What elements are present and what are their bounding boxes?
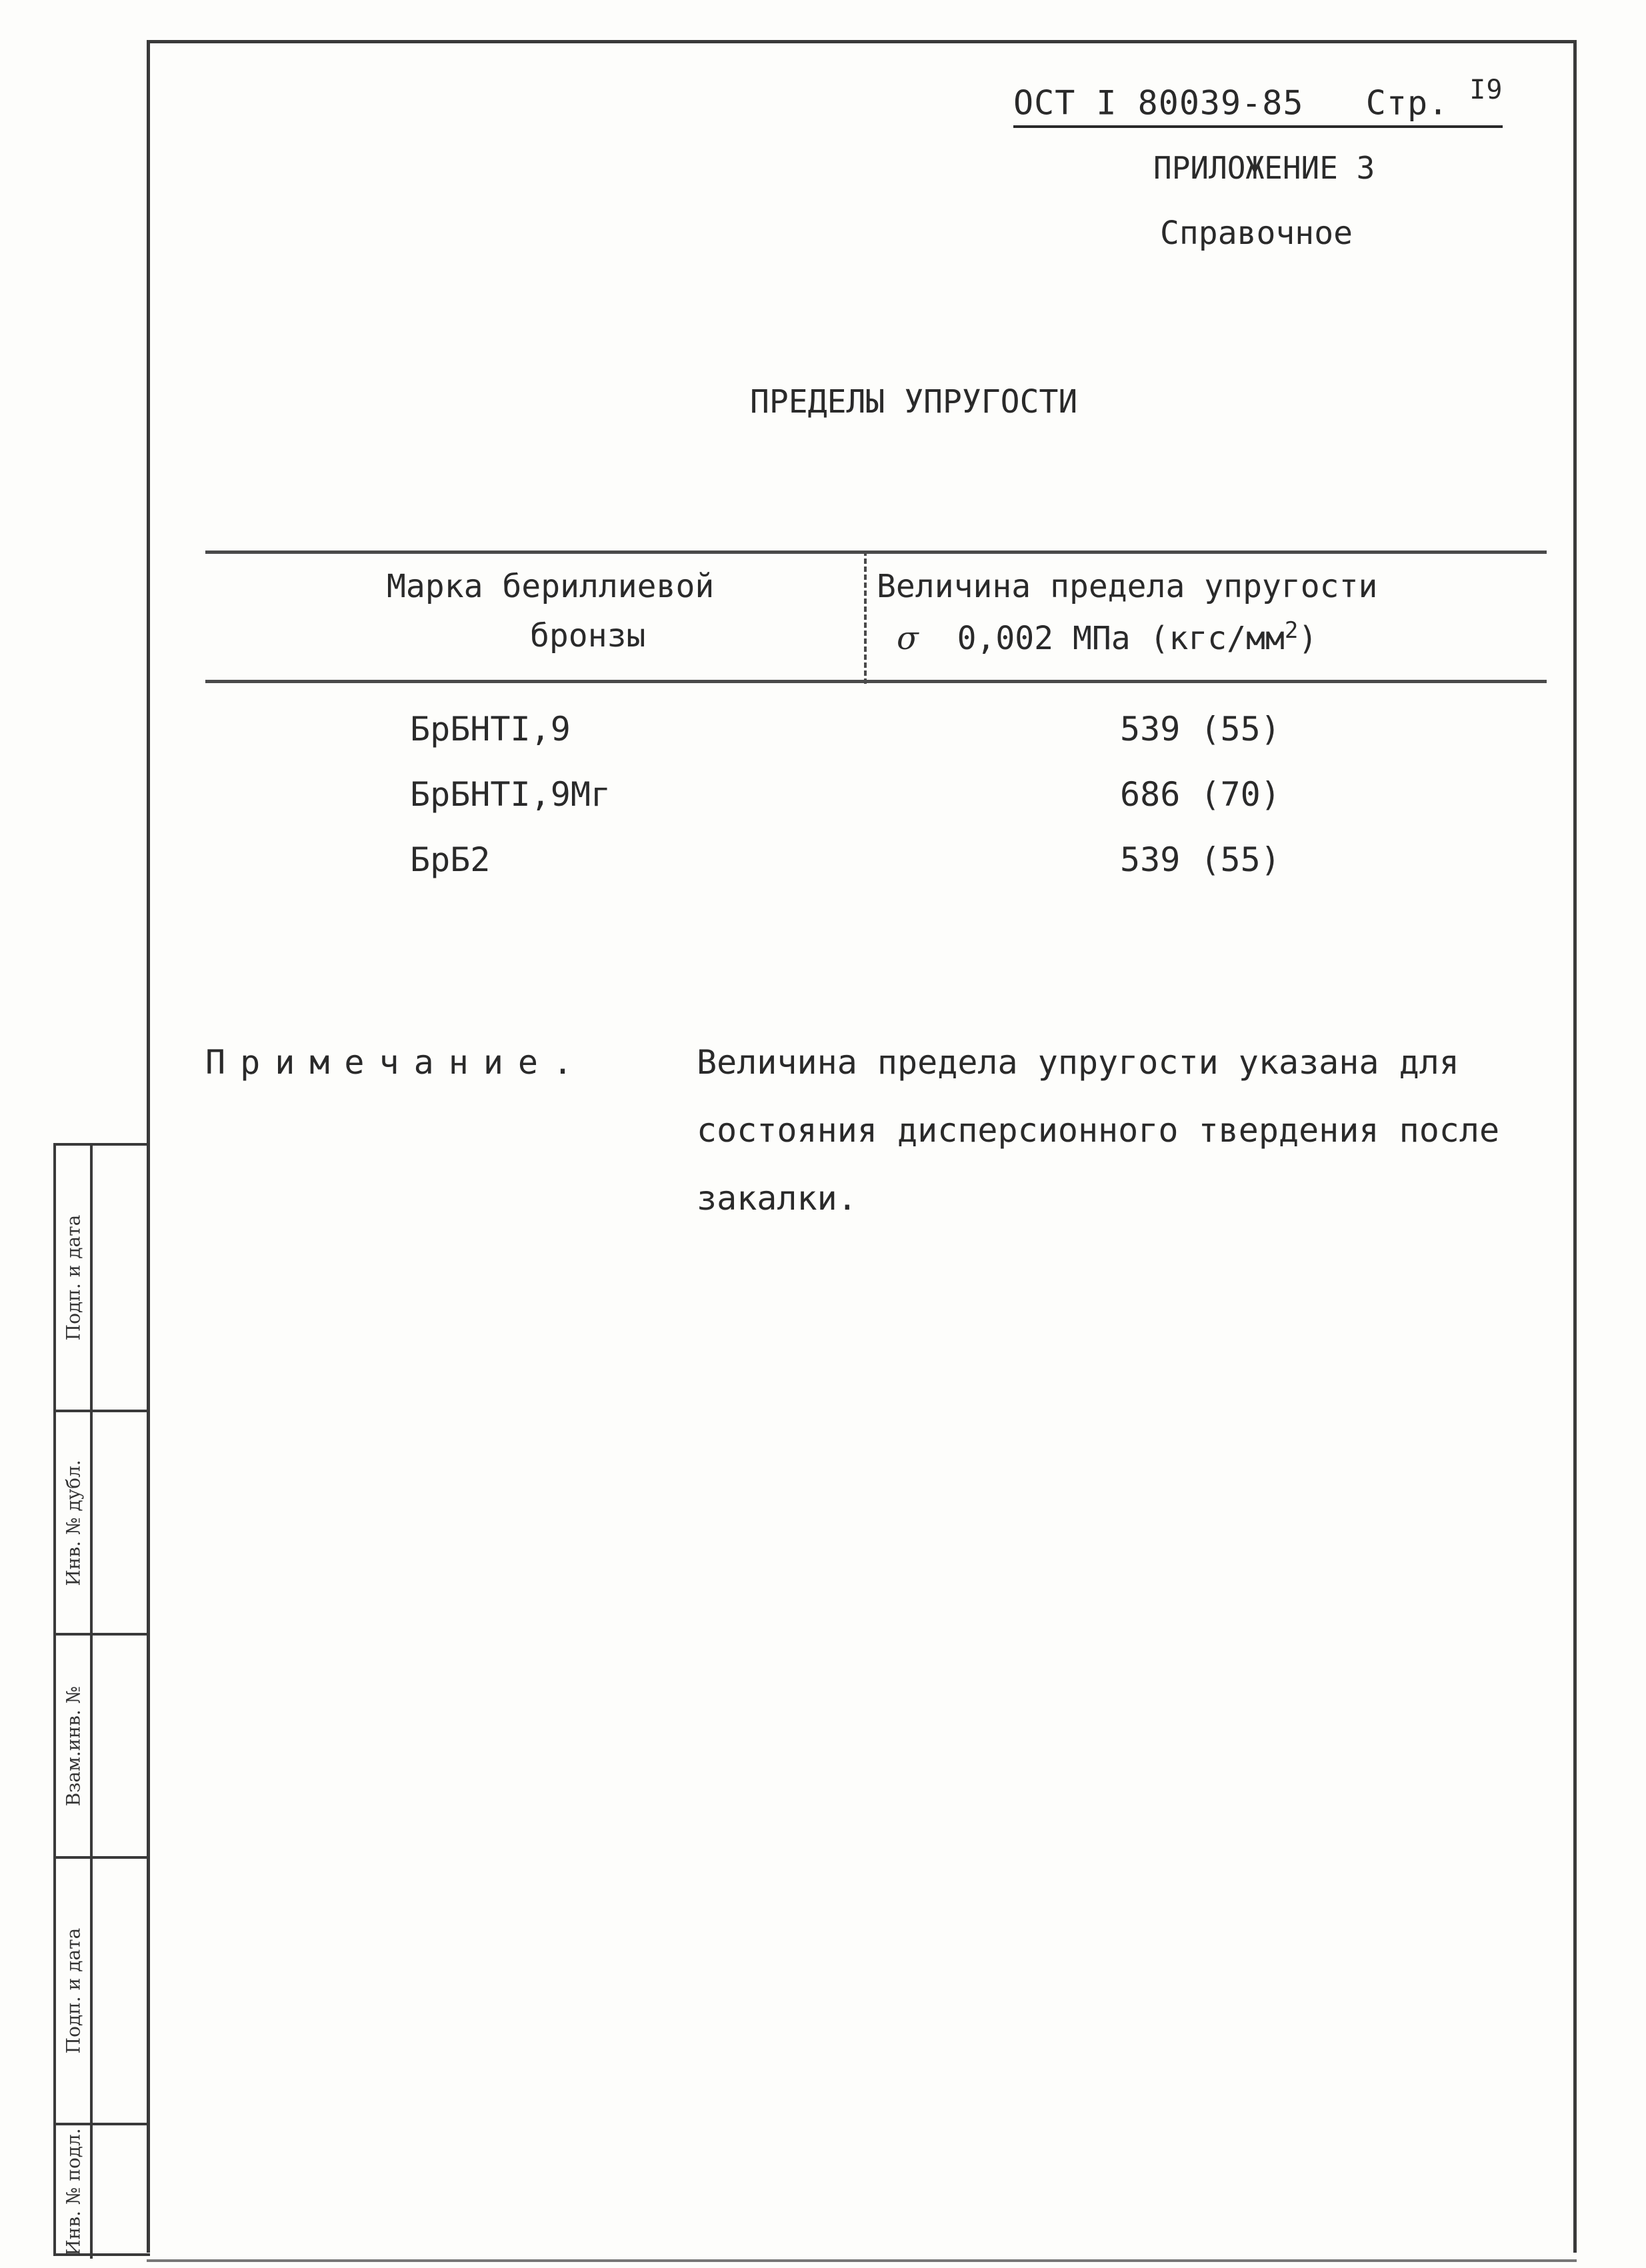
stamp-cell-sign-date-2 — [56, 1859, 93, 2125]
page-title: ПРЕДЕЛЫ УПРУГОСТИ — [750, 383, 1078, 421]
note-line: состояния дисперсионного твердения после — [697, 1111, 1500, 1150]
table-row-grade: БрБНТI,9Мг — [410, 775, 611, 814]
page-number: I9 — [1469, 75, 1503, 105]
table-header-rule — [205, 680, 1547, 683]
stamp-field — [93, 1412, 150, 1636]
annex-type: Справочное — [1160, 215, 1353, 252]
table-row-value: 686 (70) — [1120, 775, 1281, 814]
stamp-cell-label: Взам.инв. № — [62, 1686, 84, 1806]
sigma-symbol: σ — [897, 620, 919, 657]
annex-title: ПРИЛОЖЕНИЕ 3 — [1153, 150, 1375, 186]
table-header-grade-cont: бронзы — [530, 617, 646, 654]
table-row-value: 539 (55) — [1120, 840, 1281, 879]
table-row-grade: БрБНТI,9 — [410, 710, 571, 748]
stamp-cell-replace-inv — [56, 1636, 93, 1859]
stamp-cell-dup-inv — [56, 1412, 93, 1636]
note-line: Величина предела упругости указана для — [697, 1043, 1459, 1082]
table-row-value: 539 (55) — [1120, 710, 1281, 748]
unit-text: 0,002 МПа (кгс/мм — [957, 620, 1285, 657]
unit-close: ) — [1298, 620, 1318, 657]
page-bottom-line — [147, 2259, 1577, 2262]
stamp-field — [93, 1146, 150, 1412]
stamp-cell-orig-inv — [56, 2125, 93, 2259]
header-underline — [1013, 125, 1503, 128]
table-top-rule — [205, 551, 1547, 554]
table-header-value: Величина предела упругости — [877, 568, 1378, 605]
stamp-cell-sign-date-1 — [56, 1146, 93, 1412]
page-label: Стр. — [1365, 83, 1449, 123]
stamp-field — [93, 1636, 150, 1859]
standard-code: ОСТ I 80039-85 — [1013, 83, 1304, 123]
table-header-grade: Марка бериллиевой — [387, 568, 715, 605]
stamp-field — [93, 1859, 150, 2125]
stamp-cell-label: Инв. № дубл. — [62, 1459, 84, 1586]
stamp-cell-label: Инв. № подл. — [62, 2128, 84, 2256]
unit-power: 2 — [1284, 617, 1299, 644]
stamp-strip — [53, 1143, 150, 2256]
note-label: Примечание. — [205, 1043, 588, 1082]
table-header-value-unit — [897, 617, 1317, 657]
note-line: закалки. — [697, 1179, 857, 1218]
table-column-divider — [864, 551, 867, 684]
stamp-cell-label: Подп. и дата — [62, 1927, 84, 2054]
document-code — [1013, 75, 1503, 123]
table-row-grade: БрБ2 — [410, 840, 491, 879]
stamp-cell-label: Подп. и дата — [62, 1214, 84, 1341]
